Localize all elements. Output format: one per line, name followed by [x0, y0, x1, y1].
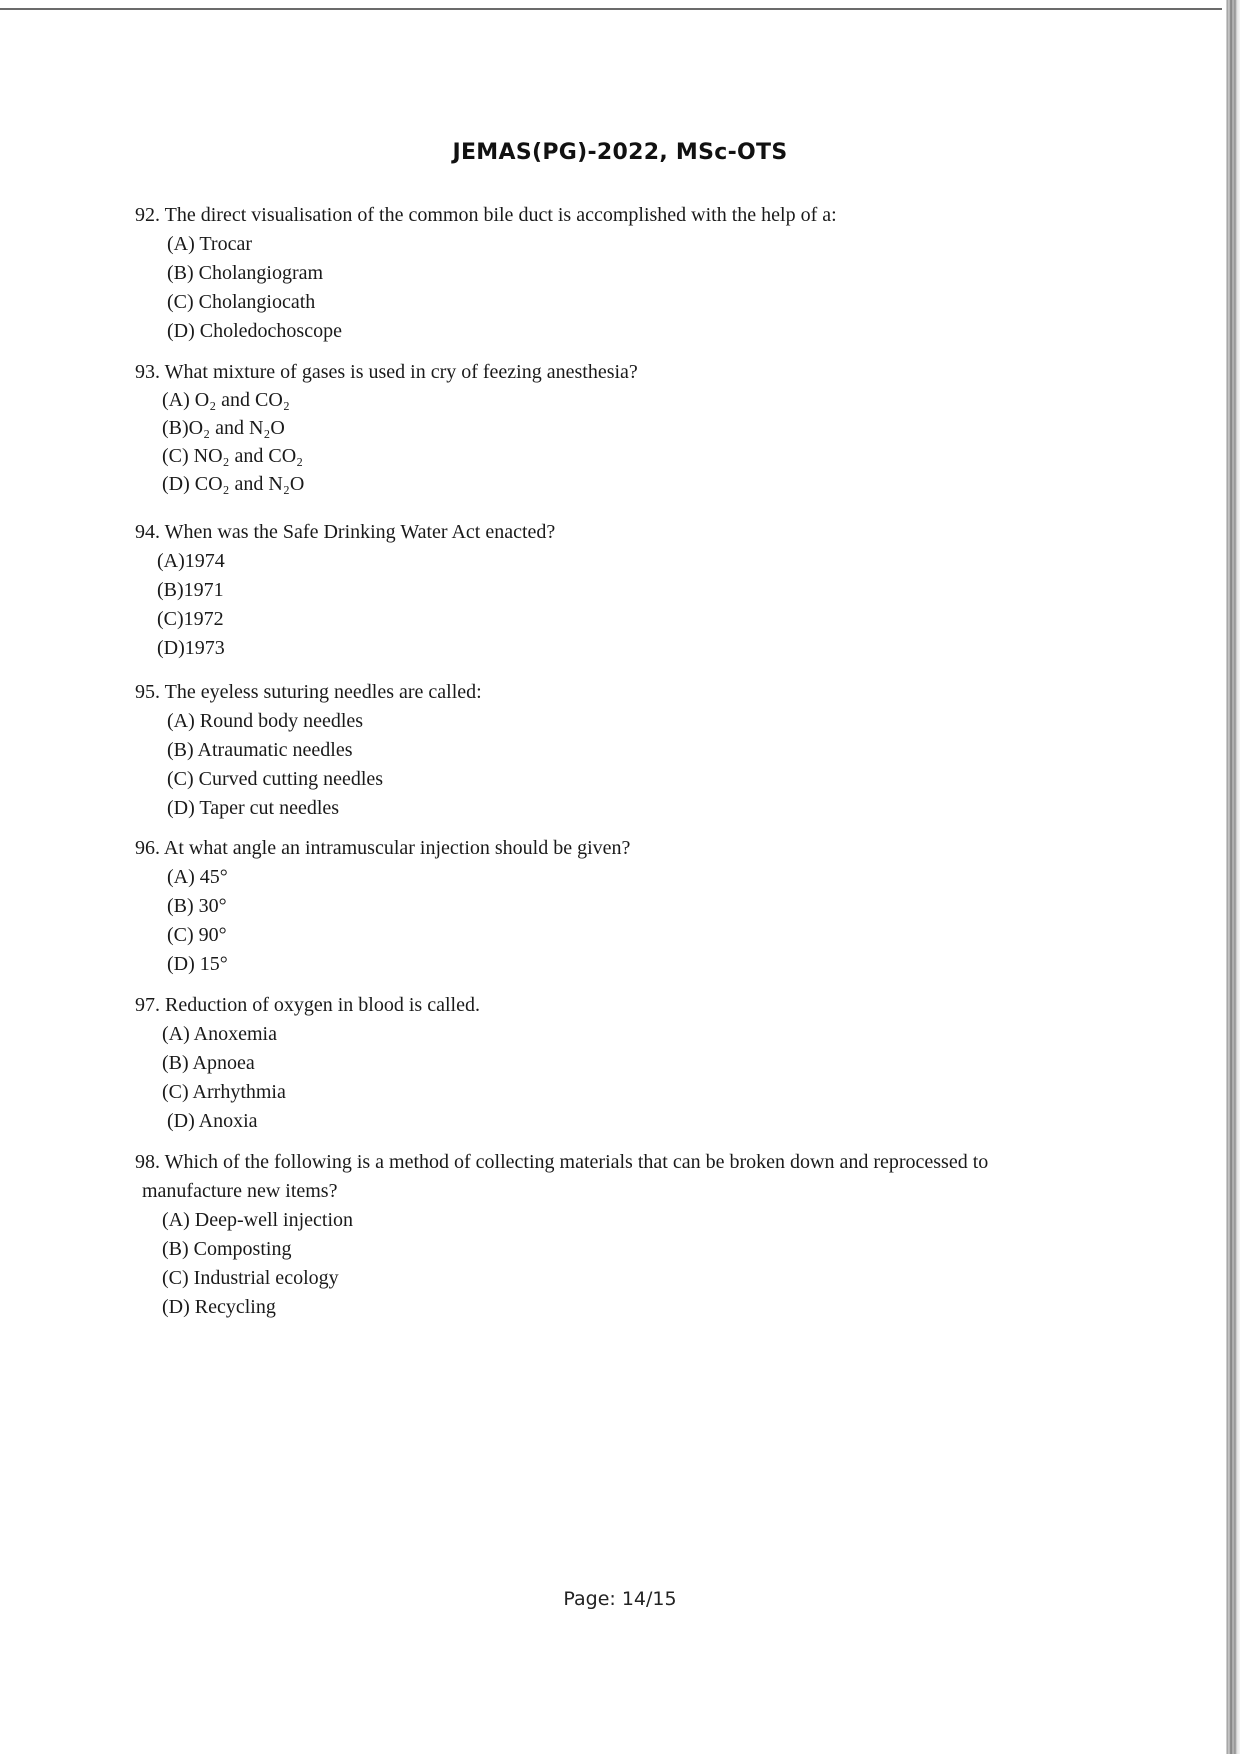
question-text: 93. What mixture of gases is used in cry of feezing anesthesia?	[135, 361, 638, 383]
option-b: (B) Atraumatic needles	[167, 739, 353, 761]
option-c: (C) Cholangiocath	[167, 291, 316, 313]
option-list	[135, 547, 555, 663]
option-list	[135, 230, 837, 346]
question-93	[135, 358, 638, 498]
option-list	[135, 386, 638, 498]
option-c: (C) NO₂ and CO₂	[162, 445, 304, 467]
option-d: (D) Taper cut needles	[167, 797, 340, 819]
question-text: 92. The direct visualisation of the common bile duct is accomplished with the help of a:	[135, 204, 837, 226]
option-a: (A) Round body needles	[167, 710, 364, 732]
question-95	[135, 678, 482, 823]
option-a: (A) 45°	[167, 866, 228, 888]
option-b: (B) 30°	[167, 895, 227, 917]
question-94	[135, 518, 555, 663]
option-b: (B) Apnoea	[162, 1052, 255, 1074]
option-d: (D) 15°	[167, 953, 228, 975]
option-c: (C)1972	[157, 608, 224, 630]
question-text: 98. Which of the following is a method of collecting materials that can be broken down and reprocessed to manufacture new items?	[135, 1151, 989, 1202]
option-c: (C) 90°	[167, 924, 227, 946]
question-98	[135, 1148, 1082, 1322]
option-c: (C) Arrhythmia	[162, 1081, 286, 1103]
question-text: 95. The eyeless suturing needles are called:	[135, 681, 482, 703]
option-d: (D)1973	[157, 637, 225, 659]
option-b: (B) Cholangiogram	[167, 262, 324, 284]
option-b: (B) Composting	[162, 1238, 292, 1260]
exam-title: JEMAS(PG)-2022, MSc-OTS	[452, 140, 788, 165]
option-a: (A)1974	[157, 550, 225, 572]
option-list	[135, 707, 482, 823]
option-a: (A) O₂ and CO₂	[162, 389, 290, 411]
option-a: (A) Trocar	[167, 233, 252, 255]
option-d: (D) Anoxia	[167, 1110, 258, 1132]
page-number: Page: 14/15	[563, 1588, 677, 1610]
option-list	[135, 1206, 1082, 1322]
option-list	[135, 863, 630, 979]
option-list	[135, 1020, 480, 1136]
option-c: (C) Industrial ecology	[162, 1267, 339, 1289]
scan-top-border	[0, 8, 1230, 10]
option-d: (D) Choledochoscope	[167, 320, 342, 342]
question-text: 94. When was the Safe Drinking Water Act enacted?	[135, 521, 556, 543]
question-97	[135, 991, 480, 1136]
option-a: (A) Deep-well injection	[162, 1209, 354, 1231]
option-b: (B)1971	[157, 579, 224, 601]
option-b: (B)O₂ and N₂O	[162, 417, 285, 439]
option-d: (D) Recycling	[162, 1296, 276, 1318]
question-text: 96. At what angle an intramuscular injection should be given?	[135, 837, 631, 859]
question-text: 97. Reduction of oxygen in blood is called.	[135, 994, 480, 1016]
question-92	[135, 201, 837, 346]
option-c: (C) Curved cutting needles	[167, 768, 384, 790]
option-a: (A) Anoxemia	[162, 1023, 277, 1045]
question-96	[135, 834, 630, 979]
scan-right-edge	[1222, 0, 1240, 1754]
option-d: (D) CO₂ and N₂O	[162, 473, 305, 495]
